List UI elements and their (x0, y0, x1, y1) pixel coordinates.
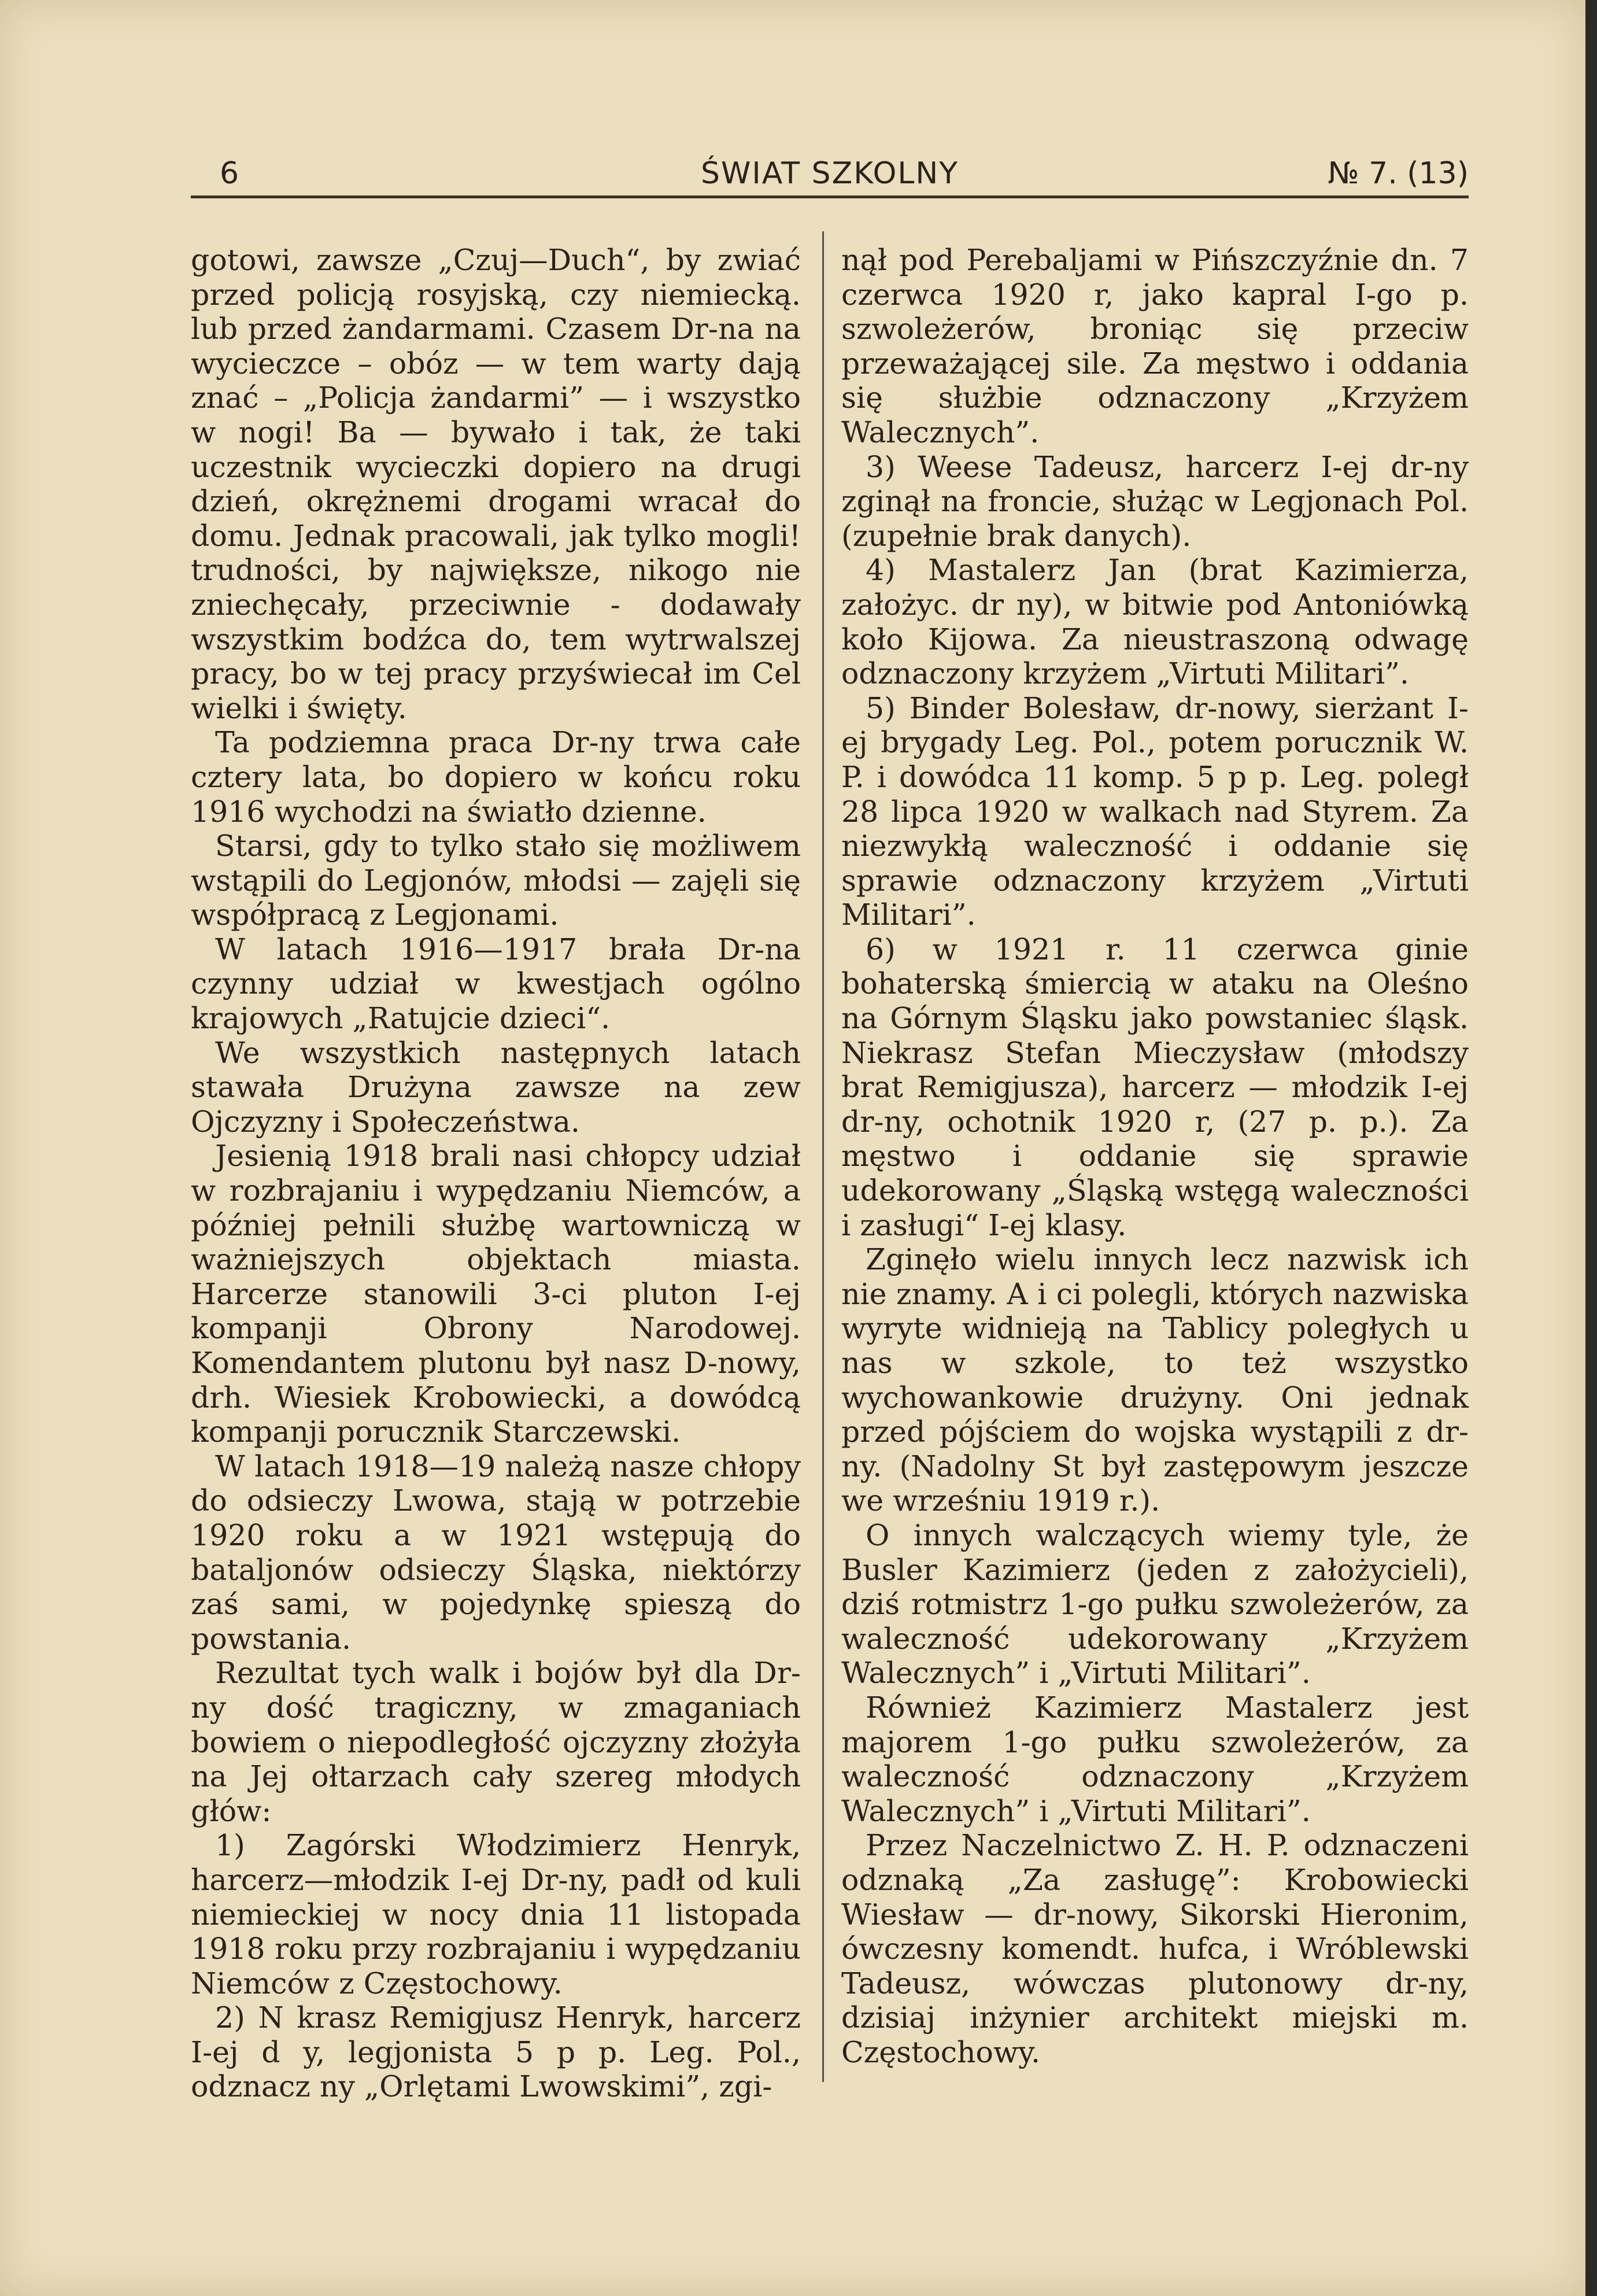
paragraph: 1) Zagórski Włodzimierz Henryk, harcerz—młodzik I-ej Dr-ny, padł od kuli niemieckiej w nocy dnia 11 listopada 1918 roku przy rozbrajaniu i wypędzaniu Niemców z Częstochowy. (191, 1828, 801, 2000)
paragraph: We wszystkich następnych latach stawała Drużyna zawsze na zew Ojczyzny i Społeczeństwa. (191, 1035, 801, 1139)
paragraph: Starsi, gdy to tylko stało się możliwem wstąpili do Legjonów, młodsi — zajęli się współpracą z Legjonami. (191, 829, 801, 932)
paragraph: nął pod Perebaljami w Pińszczyźnie dn. 7 czerwca 1920 r, jako kapral I-go p. szwoleżerów, broniąc się przeciw przeważającej sile. Za męstwo i oddania się służbie odznaczony „Krzyżem Walecznych”. (841, 243, 1469, 449)
paragraph: Zginęło wielu innych lecz nazwisk ich nie znamy. A i ci polegli, których nazwiska wyryte widnieją na Tablicy poległych u nas w szkole, to też wszystko wychowankowie drużyny. Oni jednak przed pójściem do wojska wystąpili z dr-ny. (Nadolny St był zastępowym jeszcze we wrześniu 1919 r.). (841, 1242, 1469, 1518)
paragraph: Ta podziemna praca Dr-ny trwa całe cztery lata, bo dopiero w końcu roku 1916 wychodzi na światło dzienne. (191, 725, 801, 829)
column-divider (822, 231, 824, 2082)
paragraph: Jesienią 1918 brali nasi chłopcy udział w rozbrajaniu i wypędzaniu Niemców, a później pełnili służbę wartowniczą w ważniejszych objektach miasta. Harcerze stanowili 3-ci pluton I-ej kompanji Obrony Narodowej. Komendantem plutonu był nasz D-nowy, drh. Wiesiek Krobowiecki, a dowódcą kompanji porucznik Starczewski. (191, 1139, 801, 1449)
page-number: 6 (220, 156, 239, 191)
paragraph: gotowi, zawsze „Czuj—Duch“, by zwiać przed policją rosyjską, czy niemiecką. lub przed żandarmami. Czasem Dr-na na wycieczce – obóz — w tem warty dają znać – „Policja żandarmi” — i wszystko w nogi! Ba — bywało i tak, że taki uczestnik wycieczki dopiero na drugi dzień, okrężnemi drogami wracał do domu. Jednak pracowali, jak tylko mogli! trudności, by największe, nikogo nie zniechęcały, przeciwnie - dodawały wszystkim bodźca do, tem wytrwalszej pracy, bo w tej pracy przyświecał im Cel wielki i święty. (191, 243, 801, 725)
page-header (191, 149, 1469, 198)
right-column (841, 243, 1469, 2069)
issue-number: № 7. (13) (1328, 156, 1469, 191)
paragraph: 4) Mastalerz Jan (brat Kazimierza, założyc. dr ny), w bitwie pod Antoniówką koło Kijowa. Za nieustraszoną odwagę odznaczony krzyżem „Virtuti Militari”. (841, 553, 1469, 691)
paragraph: O innych walczących wiemy tyle, że Busler Kazimierz (jeden z założycieli), dziś rotmistrz 1-go pułku szwoleżerów, za waleczność udekorowany „Krzyżem Walecznych” i „Virtuti Militari”. (841, 1518, 1469, 1690)
paragraph: Przez Naczelnictwo Z. H. P. odznaczeni odznaką „Za zasługę”: Krobowiecki Wiesław — dr-nowy, Sikorski Hieronim, ówczesny komendt. hufca, i Wróblewski Tadeusz, wówczas plutonowy dr-ny, dzisiaj inżynier architekt miejski m. Częstochowy. (841, 1828, 1469, 2069)
paragraph: 6) w 1921 r. 11 czerwca ginie bohaterską śmiercią w ataku na Oleśno na Górnym Śląsku jako powstaniec śląsk. Niekrasz Stefan Mieczysław (młodszy brat Remigjusza), harcerz — młodzik I-ej dr-ny, ochotnik 1920 r, (27 p. p.). Za męstwo i oddanie się sprawie udekorowany „Śląską wstęgą waleczności i zasługi“ I-ej klasy. (841, 932, 1469, 1242)
scan-edge (1585, 0, 1597, 2296)
paragraph: 2) N krasz Remigjusz Henryk, harcerz I-ej d y, legjonista 5 p p. Leg. Pol., odznacz ny „Orlętami Lwowskimi”, zgi- (191, 2000, 801, 2104)
paragraph: 3) Weese Tadeusz, harcerz I-ej dr-ny zginął na froncie, służąc w Legjonach Pol. (zupełnie brak danych). (841, 449, 1469, 553)
paragraph: W latach 1916—1917 brała Dr-na czynny udział w kwestjach ogólno krajowych „Ratujcie dzieci“. (191, 932, 801, 1036)
paragraph: 5) Binder Bolesław, dr-nowy, sierżant I-ej brygady Leg. Pol., potem porucznik W. P. i dowódca 11 komp. 5 p p. Leg. poległ 28 lipca 1920 w walkach nad Styrem. Za niezwykłą waleczność i oddanie się sprawie odznaczony krzyżem „Virtuti Militari”. (841, 691, 1469, 932)
publication-title: ŚWIAT SZKOLNY (700, 156, 959, 191)
left-column (191, 243, 801, 2104)
paragraph: Rezultat tych walk i bojów był dla Dr-ny dość tragiczny, w zmaganiach bowiem o niepodległość ojczyzny złożyła na Jej ołtarzach cały szereg młodych głów: (191, 1656, 801, 1828)
paragraph: Również Kazimierz Mastalerz jest majorem 1-go pułku szwoleżerów, za waleczność odznaczony „Krzyżem Walecznych” i „Virtuti Militari”. (841, 1690, 1469, 1828)
paragraph: W latach 1918—19 należą nasze chłopy do odsieczy Lwowa, stają w potrzebie 1920 roku a w 1921 wstępują do bataljonów odsieczy Śląska, niektórzy zaś sami, w pojedynkę spieszą do powstania. (191, 1449, 801, 1656)
